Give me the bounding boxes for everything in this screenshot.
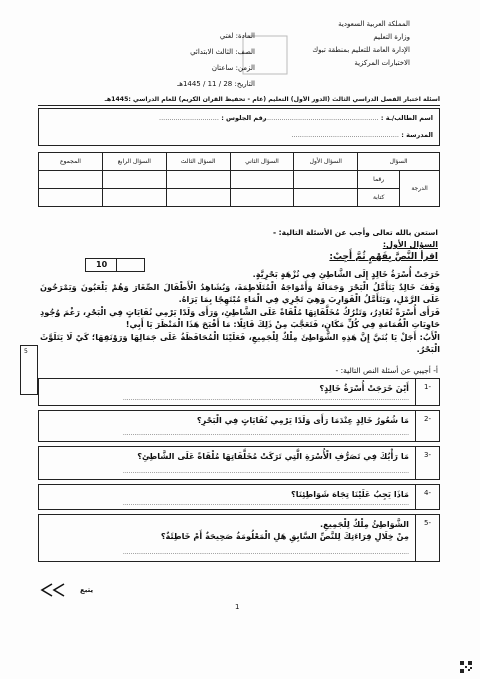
question1-score: 10 — [96, 260, 108, 269]
question-text: الشَّوَاطِئُ مِلْكٌ لِلْجَمِيعِ. — [320, 519, 409, 529]
grade-table — [38, 152, 440, 207]
grade-row-label: الدرجة — [400, 171, 440, 207]
passage-paragraph: فَرَأَى أُسْرَةً تُغَادِرُ، وَتَتْرُكُ مُخَلَّفَاتِهَا مُلْقَاةً عَلَى الشَّاطِئِ، وَرَأَى وَلَدًا يَرْمِي نُفَايَاتٍ فِي الْبَحْرِ، رَغْمَ وُجُودِ حَاوِيَاتِ الْقُمَامَةِ فِي كُلِّ مَكَانٍ، فَتَعَجَّبَ مِنْ ذَلِكَ قَائِلًا: مَا أَقْبَحَ هَذَا الْمَنْظَرَ يَا أَبِي! — [40, 306, 440, 329]
school-line[interactable] — [292, 131, 433, 139]
subject-line: المادة: لغتي — [219, 32, 255, 40]
question-number: -4 — [415, 485, 439, 509]
grade-row-written — [39, 189, 440, 207]
grade-cell[interactable] — [294, 189, 358, 207]
section-score: 5 — [24, 348, 28, 355]
header-exam-info — [145, 28, 255, 92]
question-text: مَا شُعُورُ خَالِدٍ عِنْدَمَا رَأَى وَلَدًا يَرْمِي نُفَايَاتٍ فِي الْبَحْرِ؟ — [196, 415, 409, 425]
answer-line[interactable]: ...................................................................................................................................................... — [122, 468, 409, 475]
grade-table-header-row — [39, 153, 440, 171]
sub-instruction: أ- أجيبي عن أسئلة النص التالية: - — [335, 366, 438, 375]
passage-paragraph: وَقَفَ خَالِدٌ يَتَأَمَّلُ الْبَحْرَ وَجَمَالَهُ وَأَمْوَاجَهُ الْمُتَلَاطِمَةَ، وَيُشَاهِدُ الْأَطْفَالَ الصِّغَارَ وَهُمْ يَلْعَبُونَ وَيَمْرَحُونَ عَلَى الرَّمْلِ، وَيَتَأَمَّلُ الْقَوَارِبَ وَهِيَ تَجْرِي فِي الْمَاءِ مُبْتَهِجًا بِمَا يَرَاهُ. — [40, 281, 440, 304]
table-header-cell: المجموع — [39, 153, 103, 171]
school-field[interactable]: .................................................... — [291, 131, 399, 139]
grade-line: الصف: الثالث الابتدائي — [190, 48, 255, 56]
next-arrows-icon — [40, 583, 66, 597]
table-header-cell: السؤال الأول — [294, 153, 358, 171]
grade-cell[interactable] — [39, 189, 103, 207]
grade-cell[interactable] — [230, 171, 294, 189]
question-number: -5 — [415, 515, 439, 561]
next-page-label: يتبع — [80, 586, 94, 594]
grade-cell[interactable] — [166, 189, 230, 207]
question-number: -1 — [415, 379, 439, 405]
question-row-4 — [38, 484, 440, 510]
reading-passage — [40, 268, 440, 356]
grade-row-numeric — [39, 171, 440, 189]
page-number: 1 — [235, 603, 240, 611]
school-label: المدرسة : — [401, 131, 433, 139]
read-prompt: اقرأ النَّصَّ بِفَهْمٍ ثُمَّ أَجِبْ: — [329, 252, 438, 262]
header-line: الإدارة العامة للتعليم بمنطقة تبوك — [312, 46, 410, 54]
date-line: التاريخ: 28 / 11 / 1445هـ — [177, 80, 255, 88]
question-text: مَاذَا يَجِبُ عَلَيْنَا تِجَاهَ شَوَاطِئِنَا؟ — [291, 489, 409, 499]
table-header-cell: السؤال الثاني — [230, 153, 294, 171]
seat-number-line[interactable] — [159, 114, 266, 122]
student-name-label: اسم الطالب/ـة : — [380, 114, 433, 122]
header-line: وزارة التعليم — [373, 33, 410, 41]
question-row-3 — [38, 446, 440, 480]
passage-paragraph: خَرَجَتْ أُسْرَةُ خَالِدٍ إِلَى الشَّاطِئِ فِي نُزْهَةٍ بَحْرِيَّةٍ. — [252, 269, 440, 279]
grade-cell[interactable] — [166, 171, 230, 189]
answer-line[interactable]: ...................................................................................................................................................... — [122, 395, 409, 402]
header-line: المملكة العربية السعودية — [338, 20, 410, 28]
seat-number-field[interactable]: ............................. — [159, 114, 219, 122]
question-row-1 — [38, 378, 440, 406]
student-name-field[interactable]: ........................................................ — [262, 114, 379, 122]
qr-code-icon — [460, 661, 472, 673]
grade-cell[interactable] — [39, 171, 103, 189]
table-header-cell: السؤال الثالث — [166, 153, 230, 171]
question-text: أَيْنَ خَرَجَتْ أُسْرَةُ خَالِدٍ؟ — [319, 383, 409, 393]
header-line: الاختبارات المركزية — [354, 59, 410, 67]
grade-cell[interactable] — [102, 189, 166, 207]
grade-cell[interactable] — [294, 171, 358, 189]
grade-sub-label: كتابة — [358, 189, 400, 207]
question-row-2 — [38, 410, 440, 442]
question-text-secondary: مِنْ خِلَالِ قِرَاءَتِكَ لِلنَّصِّ السَّابِقِ هَلِ الْمَعْلُومَةُ صَحِيحَةٌ أَمْ خَاطِئَةٌ؟ — [160, 531, 409, 541]
grade-cell[interactable] — [230, 189, 294, 207]
student-info-box — [38, 108, 440, 146]
exam-title: أسئلة اختبار الفصل الدراسي الثالث (الدور الأول) التعليم (عام - تحفيظ القرآن الكريم) للعام الدراسي :1445هـ — [38, 96, 440, 106]
table-header-cell: السؤال — [358, 153, 440, 171]
question-text: مَا رَأْيُكَ فِي تَصَرُّفِ الْأُسْرَةِ الَّتِي تَرَكَتْ مُخَلَّفَاتِهَا مُلْقَاةً عَلَى الشَّاطِئِ؟ — [137, 451, 409, 461]
question-number: -3 — [415, 447, 439, 479]
table-header-cell: السؤال الرابع — [102, 153, 166, 171]
time-line: الزمن: ساعتان — [211, 64, 255, 72]
question-row-5 — [38, 514, 440, 562]
answer-line[interactable]: ...................................................................................................................................................... — [122, 549, 409, 556]
answer-line[interactable]: ...................................................................................................................................................... — [122, 430, 409, 437]
section-score-box — [20, 345, 38, 395]
passage-paragraph: الْأَبُ: أَجَلْ يَا بُنَيَّ إِنَّ هَذِهِ الشَّوَاطِئَ مِلْكٌ لِلْجَمِيعِ، فَعَلَيْنَا الْمُحَافَظَةُ عَلَى جَمَالِهَا وَرَوْنَقِهَا؛ كَيْ لَا يَتَلَوَّثَ الْبَحْرُ. — [40, 331, 440, 354]
grade-cell[interactable] — [102, 171, 166, 189]
grade-sub-label: رقما — [358, 171, 400, 189]
seat-number-label: رقم الجلوس : — [221, 114, 267, 122]
answer-line[interactable]: ...................................................................................................................................................... — [122, 500, 409, 507]
question1-label: السؤال الأول: — [382, 240, 438, 249]
instruction-text: استعن بالله تعالى وأجب عن الأسئلة التالية: - — [272, 228, 438, 237]
student-name-line[interactable] — [263, 114, 433, 122]
question-number: -2 — [415, 411, 439, 441]
